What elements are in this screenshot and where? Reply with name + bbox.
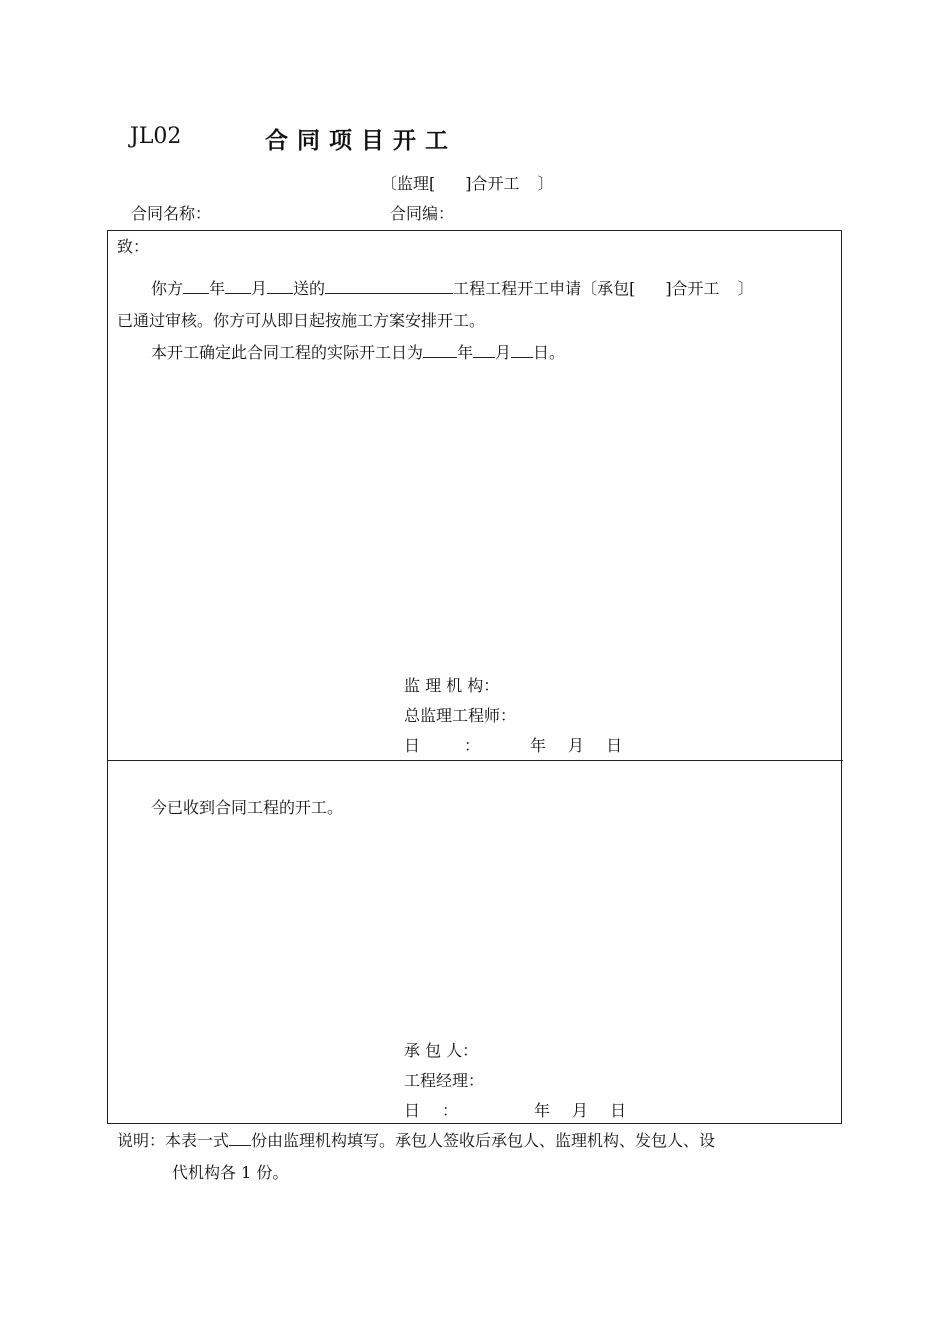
text-close: 〕 xyxy=(737,279,754,298)
date-colon: ： xyxy=(464,736,481,755)
text-application: 工程工程开工申请〔承包[ xyxy=(453,279,636,298)
reference-prefix: 〔监理[ xyxy=(381,174,436,193)
start-day-blank[interactable] xyxy=(511,342,533,358)
text-month: 月 xyxy=(251,279,268,298)
text-month: 月 xyxy=(495,343,512,362)
submit-month-blank[interactable] xyxy=(225,278,251,294)
form-title: 合同项目开工 xyxy=(265,128,457,154)
text-year: 年 xyxy=(457,343,474,362)
contract-name-label: 合同名称： xyxy=(131,204,212,223)
reference-close: 〕 xyxy=(537,174,554,193)
contractor-date-row xyxy=(404,1098,626,1121)
date-year-label: 年 xyxy=(530,736,547,755)
start-date-paragraph xyxy=(151,340,565,363)
addressee-label: 致： xyxy=(117,237,150,256)
date-day-label: 日 xyxy=(404,1101,421,1120)
contractor-label: 承 包 人： xyxy=(404,1041,479,1060)
submit-day-blank[interactable] xyxy=(267,278,293,294)
note-prefix: 说明：本表一式 xyxy=(117,1131,230,1150)
reference-suffix: ]合开工 xyxy=(465,174,520,193)
project-manager-label: 工程经理： xyxy=(404,1071,485,1090)
start-year-blank[interactable] xyxy=(423,342,457,358)
date-end-label: 日 xyxy=(606,736,623,755)
date-day-label: 日 xyxy=(404,736,421,755)
note-line1 xyxy=(117,1128,715,1151)
text-application-code: ]合开工 xyxy=(665,279,720,298)
supervisor-date-row xyxy=(404,733,622,756)
note-body: 份由监理机构填写。承包人签收后承包人、监理机构、发包人、设 xyxy=(251,1131,716,1150)
form-reference xyxy=(381,171,554,194)
approval-paragraph-line1 xyxy=(151,276,754,299)
text-day: 日。 xyxy=(533,343,566,362)
form-code: JL02 xyxy=(130,124,182,149)
date-year-label: 年 xyxy=(534,1101,551,1120)
approval-paragraph-line2: 已通过审核。你方可从即日起按施工方案安排开工。 xyxy=(117,311,486,330)
receipt-text: 今已收到合同工程的开工。 xyxy=(151,798,344,817)
date-colon: ： xyxy=(442,1101,459,1120)
chief-engineer-label: 总监理工程师： xyxy=(404,706,517,725)
copies-blank[interactable] xyxy=(229,1130,251,1146)
text-start-date: 本开工确定此合同工程的实际开工日为 xyxy=(151,343,424,362)
project-name-blank[interactable] xyxy=(325,278,453,294)
text-year: 年 xyxy=(209,279,226,298)
section-divider xyxy=(107,760,843,761)
supervisor-org-label: 监 理 机 构： xyxy=(404,676,500,695)
note-line2: 代机构各 1 份。 xyxy=(172,1163,289,1182)
text-sent: 送的 xyxy=(293,279,326,298)
start-month-blank[interactable] xyxy=(473,342,495,358)
contract-number-label: 合同编： xyxy=(390,204,455,223)
submit-year-blank[interactable] xyxy=(183,278,209,294)
date-month-label: 月 xyxy=(568,736,585,755)
text-you: 你方 xyxy=(151,279,184,298)
date-end-label: 日 xyxy=(610,1101,627,1120)
date-month-label: 月 xyxy=(572,1101,589,1120)
